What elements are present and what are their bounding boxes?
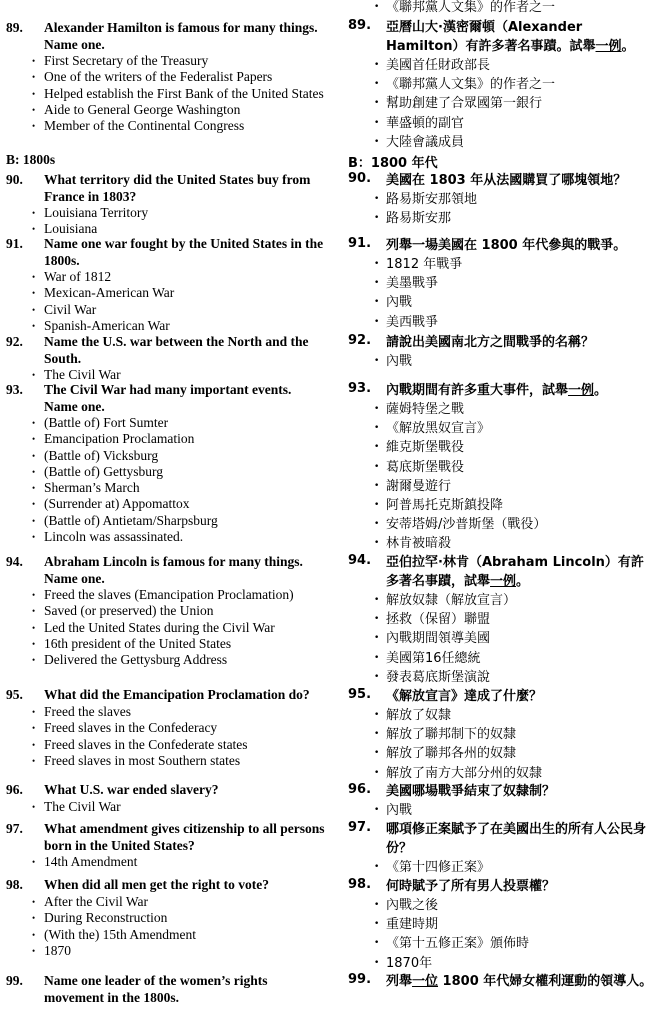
answer-list <box>374 706 656 783</box>
answer-item <box>374 591 656 610</box>
answer-text: War of 1812 <box>44 269 112 284</box>
bullet-icon: • <box>374 900 380 910</box>
answer-item <box>374 293 656 312</box>
answer-text: Civil War <box>44 301 97 317</box>
question-number: 90. <box>6 172 23 187</box>
answer-text: 《第十五修正案》頒佈時 <box>386 936 530 952</box>
answer-item <box>32 619 326 636</box>
answer-text: 維克斯堡戰役 <box>386 440 465 456</box>
question-number: 92. <box>348 333 372 348</box>
answer-text: Freed the slaves (Emancipation Proclamation) <box>44 587 294 602</box>
question-text: 列舉一場美國在 1800 年代參與的戰爭。 <box>386 238 627 253</box>
question-text: 亞曆山大·漢密爾頓（Alexander Hamilton）有許多著名事蹟。試舉一例。 <box>386 20 635 54</box>
question-text: What U.S. war ended slavery? <box>44 782 219 797</box>
answer-item <box>32 942 326 959</box>
question-text: 美國在 1803 年从法國購買了哪塊領地？ <box>386 173 627 188</box>
answer-text: 解放奴隸（解放宣言） <box>386 593 517 608</box>
bullet-icon: • <box>374 957 380 968</box>
answer-item <box>374 534 656 553</box>
answer-text: 《第十四修正案》 <box>386 860 491 875</box>
answer-item <box>32 431 326 447</box>
bullet-icon: • <box>374 98 380 109</box>
answer-text: Lincoln was assassinated. <box>44 529 184 545</box>
answer-list <box>374 591 656 687</box>
bullet-icon: • <box>374 136 380 147</box>
question-number: 93. <box>6 382 23 397</box>
answer-item <box>374 668 656 687</box>
answer-list <box>32 587 326 668</box>
answer-list <box>32 53 326 134</box>
answer-text: 謝爾曼遊行 <box>386 478 452 494</box>
answer-text: The Civil War <box>44 799 121 814</box>
answer-text: One of the writers of the Federalist Papers <box>44 69 273 85</box>
answer-text: (Battle of) Fort Sumter <box>44 415 169 430</box>
bullet-icon: • <box>374 710 380 720</box>
answer-item <box>32 269 326 285</box>
bullet-icon: • <box>374 862 380 872</box>
question-text: 《解放宣言》達成了什麼？ <box>386 689 543 704</box>
answer-text: (Battle of) Gettysburg <box>44 463 163 479</box>
answer-text: 美國首任財政部長 <box>386 58 491 73</box>
question-number: 96. <box>6 782 23 797</box>
bullet-icon: • <box>32 483 36 494</box>
answer-text: Emancipation Proclamation <box>44 431 195 447</box>
bullet-icon: • <box>32 72 36 83</box>
bullet-icon: • <box>32 739 36 750</box>
question-text: 請說出美國南北方之間戰爭的名稱？ <box>386 335 595 350</box>
answer-item <box>374 954 656 973</box>
bullet-icon: • <box>374 500 380 511</box>
question-text: When did all men get the right to vote? <box>44 877 269 892</box>
answer-item <box>32 53 326 69</box>
answer-item <box>32 512 326 529</box>
answer-text: 《解放黑奴宣言》 <box>386 421 491 437</box>
bullet-icon: • <box>374 919 380 930</box>
question-number: 91. <box>348 236 372 251</box>
bullet-icon: • <box>374 595 380 605</box>
answer-text: Mexican-American War <box>44 285 175 301</box>
bullet-icon: • <box>374 805 380 815</box>
bullet-icon: • <box>374 729 380 740</box>
answer-text: 內戰期間領導美國 <box>386 631 491 647</box>
bullet-icon: • <box>32 224 36 235</box>
bullet-icon: • <box>32 515 36 526</box>
answer-item <box>32 447 326 464</box>
answer-text: 拯救（保留）聯盟 <box>386 612 491 628</box>
bullet-icon: • <box>32 655 36 666</box>
question-text: Name one war fought by the United States in the 1800s. <box>44 236 324 268</box>
answer-text: 路易斯安那領地 <box>386 192 478 207</box>
answer-text: 葛底斯堡戰役 <box>386 459 465 475</box>
bullet-icon: • <box>32 56 36 66</box>
answer-text: First Secretary of the Treasury <box>44 53 209 68</box>
bullet-icon: • <box>374 423 380 434</box>
question-number: 93. <box>348 381 372 396</box>
answer-text: 《聯邦黨人文集》的作者之一 <box>386 0 556 15</box>
answer-list <box>374 352 656 371</box>
answer-item <box>374 94 656 113</box>
answer-item <box>32 496 326 512</box>
answer-text: 內戰 <box>386 295 413 311</box>
answer-text: 16th president of the United States <box>44 635 232 651</box>
answer-list <box>32 894 326 959</box>
bullet-icon: • <box>32 499 36 510</box>
answer-text: 內戰 <box>386 803 413 818</box>
answer-item <box>32 635 326 652</box>
answer-text: 1812 年戰爭 <box>386 257 463 272</box>
answer-list <box>32 415 326 545</box>
answer-item <box>374 114 656 133</box>
section-heading: B: 1800s <box>6 152 56 167</box>
bullet-icon: • <box>374 278 380 289</box>
answer-item <box>374 352 656 371</box>
bullet-icon: • <box>374 213 380 224</box>
answer-item <box>32 736 326 753</box>
answer-item <box>32 529 326 545</box>
answer-item <box>32 752 326 769</box>
answer-text: 美墨戰爭 <box>386 276 439 292</box>
answer-text: Freed slaves in the Confederacy <box>44 720 218 736</box>
answer-text: Delivered the Gettysburg Address <box>44 652 228 668</box>
answer-text: 林肯被暗殺 <box>386 536 452 552</box>
answer-text: (Battle of) Vicksburg <box>44 447 159 463</box>
bullet-icon: • <box>374 60 380 70</box>
answer-text: Saved (or preserved) the Union <box>44 603 214 619</box>
bullet-icon: • <box>32 304 36 315</box>
answer-text: 薩姆特堡之戰 <box>386 402 465 417</box>
question-number: 94. <box>6 554 23 569</box>
answer-text: Freed the slaves <box>44 704 131 719</box>
bullet-icon: • <box>374 519 380 530</box>
answer-text: Aide to General George Washington <box>44 101 241 117</box>
answer-item <box>32 85 326 102</box>
answer-item <box>32 854 326 870</box>
answer-text: 《聯邦黨人文集》的作者之一 <box>386 77 556 93</box>
answer-item <box>32 910 326 926</box>
answer-item <box>374 255 656 274</box>
answer-text: 美國第16任總統 <box>386 650 481 666</box>
answer-item <box>374 274 656 293</box>
answer-item <box>374 744 656 763</box>
question-text: What did the Emancipation Proclamation do? <box>44 687 310 702</box>
answer-text: The Civil War <box>44 367 121 382</box>
answer-item <box>32 603 326 619</box>
bullet-icon: • <box>374 259 380 269</box>
answer-list <box>374 255 656 332</box>
answer-item <box>374 419 656 438</box>
bullet-icon: • <box>374 2 380 12</box>
question-text: 列舉一位 1800 年代婦女權利運動的領導人。 <box>386 974 653 989</box>
answer-item <box>32 118 326 134</box>
question-text: 美國哪場戰爭結束了奴隸制？ <box>386 784 556 799</box>
bullet-icon: • <box>374 461 380 472</box>
answer-text: 阿普馬托克斯鎮投降 <box>386 498 504 514</box>
bullet-icon: • <box>374 316 380 327</box>
answer-text: Spanish-American War <box>44 317 170 333</box>
question-text: What territory did the United States buy from France in 1803? <box>44 172 311 204</box>
section-heading: B：1800 年代 <box>348 156 438 171</box>
answer-item <box>32 301 326 318</box>
answer-item <box>32 894 326 910</box>
question-number: 95. <box>348 687 372 702</box>
answer-text: 重建時期 <box>386 917 439 933</box>
answer-item <box>32 720 326 736</box>
answer-list <box>374 56 656 152</box>
bullet-icon: • <box>374 614 380 625</box>
bullet-icon: • <box>32 913 36 924</box>
bullet-icon: • <box>374 538 380 549</box>
answer-list <box>374 896 656 973</box>
answer-item <box>32 367 326 383</box>
answer-item <box>374 858 656 877</box>
question-text: Abraham Lincoln is famous for many things. Name one. <box>44 554 303 586</box>
answer-text: Sherman’s March <box>44 480 140 496</box>
answer-text: Louisiana Territory <box>44 205 149 220</box>
bullet-icon: • <box>32 532 36 543</box>
answer-text: 內戰 <box>386 354 413 369</box>
question-text: Alexander Hamilton is famous for many things. Name one. <box>44 20 318 52</box>
answer-list <box>32 799 326 815</box>
answer-item <box>374 400 656 419</box>
answer-text: Freed slaves in the Confederate states <box>44 736 248 752</box>
answer-text: 1870 <box>44 942 71 958</box>
bullet-icon: • <box>374 117 380 128</box>
answer-item <box>374 801 656 820</box>
question-number: 98. <box>348 877 372 892</box>
answer-item <box>374 515 656 534</box>
question-number: 90. <box>348 171 372 186</box>
answer-list-continued <box>374 0 656 17</box>
answer-list <box>32 704 326 769</box>
bullet-icon: • <box>32 606 36 617</box>
question-text: Name one leader of the women’s rights movement in the 1800s. <box>44 973 268 1005</box>
answer-item <box>32 205 326 221</box>
bullet-icon: • <box>32 802 36 812</box>
bullet-icon: • <box>374 442 380 453</box>
answer-text: Led the United States during the Civil War <box>44 619 275 635</box>
question-text: 哪項修正案賦予了在美國出生的所有人公民身份？ <box>386 822 647 856</box>
answer-text: 內戰之後 <box>386 898 439 913</box>
answer-text: Louisiana <box>44 221 98 237</box>
answer-text: 安蒂塔姆/沙普斯堡（戰役） <box>386 517 547 533</box>
answer-list <box>32 205 326 238</box>
answer-text: 14th Amendment <box>44 854 138 869</box>
answer-list <box>32 854 326 870</box>
bullet-icon: • <box>374 480 380 491</box>
question-text: The Civil War had many important events. Name one. <box>44 382 292 414</box>
answer-item <box>32 317 326 334</box>
answer-text: Freed slaves in most Southern states <box>44 752 241 768</box>
bullet-icon: • <box>32 121 36 132</box>
answer-list <box>374 400 656 554</box>
bullet-icon: • <box>32 450 36 461</box>
answer-item <box>374 458 656 477</box>
answer-item <box>374 764 656 783</box>
answer-text: Helped establish the First Bank of the United States <box>44 85 324 101</box>
question-number: 89. <box>6 20 23 35</box>
answer-list <box>32 269 326 334</box>
answer-item <box>32 463 326 480</box>
answer-item <box>374 706 656 725</box>
answer-item <box>32 926 326 943</box>
question-number: 91. <box>6 236 23 251</box>
answer-item <box>32 704 326 720</box>
answer-item <box>374 649 656 668</box>
question-text: What amendment gives citizenship to all persons born in the United States? <box>44 821 325 853</box>
bullet-icon: • <box>32 88 36 99</box>
answer-item <box>374 75 656 94</box>
question-number: 99. <box>348 972 372 987</box>
answer-list <box>374 858 656 877</box>
answer-item <box>374 934 656 953</box>
answer-list <box>32 367 326 383</box>
answer-text: 華盛頓的副官 <box>386 115 465 131</box>
answer-list <box>374 801 656 820</box>
answer-item <box>374 190 656 209</box>
answer-item <box>374 629 656 648</box>
question-number: 99. <box>6 973 23 988</box>
bullet-icon: • <box>32 857 36 867</box>
answer-text: Member of the Continental Congress <box>44 118 245 134</box>
answer-text: During Reconstruction <box>44 910 168 926</box>
answer-text: 1870年 <box>386 955 433 971</box>
answer-item <box>32 101 326 118</box>
answer-text: 解放了聯邦制下的奴隸 <box>386 727 517 743</box>
bullet-icon: • <box>32 434 36 445</box>
answer-item <box>32 799 326 815</box>
question-number: 96. <box>348 782 372 797</box>
answer-item <box>374 610 656 629</box>
answer-item <box>374 133 656 152</box>
answer-list <box>374 190 656 228</box>
bullet-icon: • <box>32 208 36 218</box>
bullet-icon: • <box>32 897 36 907</box>
bullet-icon: • <box>374 767 380 778</box>
bullet-icon: • <box>32 929 36 940</box>
answer-text: After the Civil War <box>44 894 149 909</box>
bullet-icon: • <box>32 755 36 766</box>
answer-item <box>374 313 656 332</box>
answer-text: (Battle of) Antietam/Sharpsburg <box>44 512 218 528</box>
answer-text: 解放了南方大部分州的奴隸 <box>386 765 543 781</box>
bullet-icon: • <box>32 590 36 600</box>
answer-item <box>32 480 326 496</box>
answer-text: 發表葛底斯堡演說 <box>386 669 491 685</box>
question-number: 94. <box>348 553 372 568</box>
answer-item <box>374 0 656 17</box>
answer-item <box>374 725 656 744</box>
bullet-icon: • <box>32 466 36 477</box>
bullet-icon: • <box>32 707 36 717</box>
question-number: 97. <box>348 820 372 835</box>
answer-item <box>32 69 326 85</box>
answer-item <box>374 915 656 934</box>
answer-item <box>374 56 656 75</box>
bullet-icon: • <box>32 104 36 115</box>
answer-text: 解放了聯邦各州的奴隸 <box>386 746 517 762</box>
answer-item <box>32 587 326 603</box>
bullet-icon: • <box>32 288 36 299</box>
bullet-icon: • <box>374 356 380 366</box>
bullet-icon: • <box>374 652 380 663</box>
question-number: 89. <box>348 18 372 33</box>
bullet-icon: • <box>32 370 36 380</box>
question-text: Name the U.S. war between the North and the South. <box>44 334 309 366</box>
bullet-icon: • <box>32 272 36 282</box>
bullet-icon: • <box>374 194 380 204</box>
bullet-icon: • <box>374 79 380 90</box>
answer-item <box>32 285 326 301</box>
answer-text: 大陸會議成員 <box>386 134 465 150</box>
answer-item <box>374 438 656 457</box>
bullet-icon: • <box>32 723 36 734</box>
answer-text: 美西戰爭 <box>386 314 439 330</box>
question-number: 92. <box>6 334 23 349</box>
question-number: 97. <box>6 821 23 836</box>
answer-item <box>374 896 656 915</box>
answer-item <box>32 652 326 668</box>
answer-item <box>374 477 656 496</box>
answer-text: (With the) 15th Amendment <box>44 926 197 942</box>
bullet-icon: • <box>374 633 380 644</box>
answer-text: 解放了奴隸 <box>386 708 452 723</box>
bullet-icon: • <box>32 622 36 633</box>
bullet-icon: • <box>32 945 36 956</box>
bullet-icon: • <box>374 404 380 414</box>
answer-item <box>32 415 326 431</box>
bullet-icon: • <box>374 748 380 759</box>
answer-text: (Surrender at) Appomattox <box>44 496 190 512</box>
question-text: 內戰期間有許多重大事件，試舉一例。 <box>386 383 608 398</box>
answer-item <box>374 496 656 515</box>
question-text: 何時賦予了所有男人投票權？ <box>386 879 556 894</box>
answer-item <box>374 209 656 228</box>
bullet-icon: • <box>374 297 380 308</box>
answer-text: 路易斯安那 <box>386 211 452 227</box>
bullet-icon: • <box>374 671 380 682</box>
bullet-icon: • <box>32 320 36 331</box>
question-number: 95. <box>6 687 23 702</box>
bullet-icon: • <box>374 938 380 949</box>
answer-text: 幫助創建了合眾國第一銀行 <box>386 96 543 112</box>
question-number: 98. <box>6 877 23 892</box>
question-text: 亞伯拉罕·林肯（Abraham Lincoln）有許多著名事蹟，試舉一例。 <box>386 555 644 589</box>
bullet-icon: • <box>32 418 36 428</box>
bullet-icon: • <box>32 638 36 649</box>
